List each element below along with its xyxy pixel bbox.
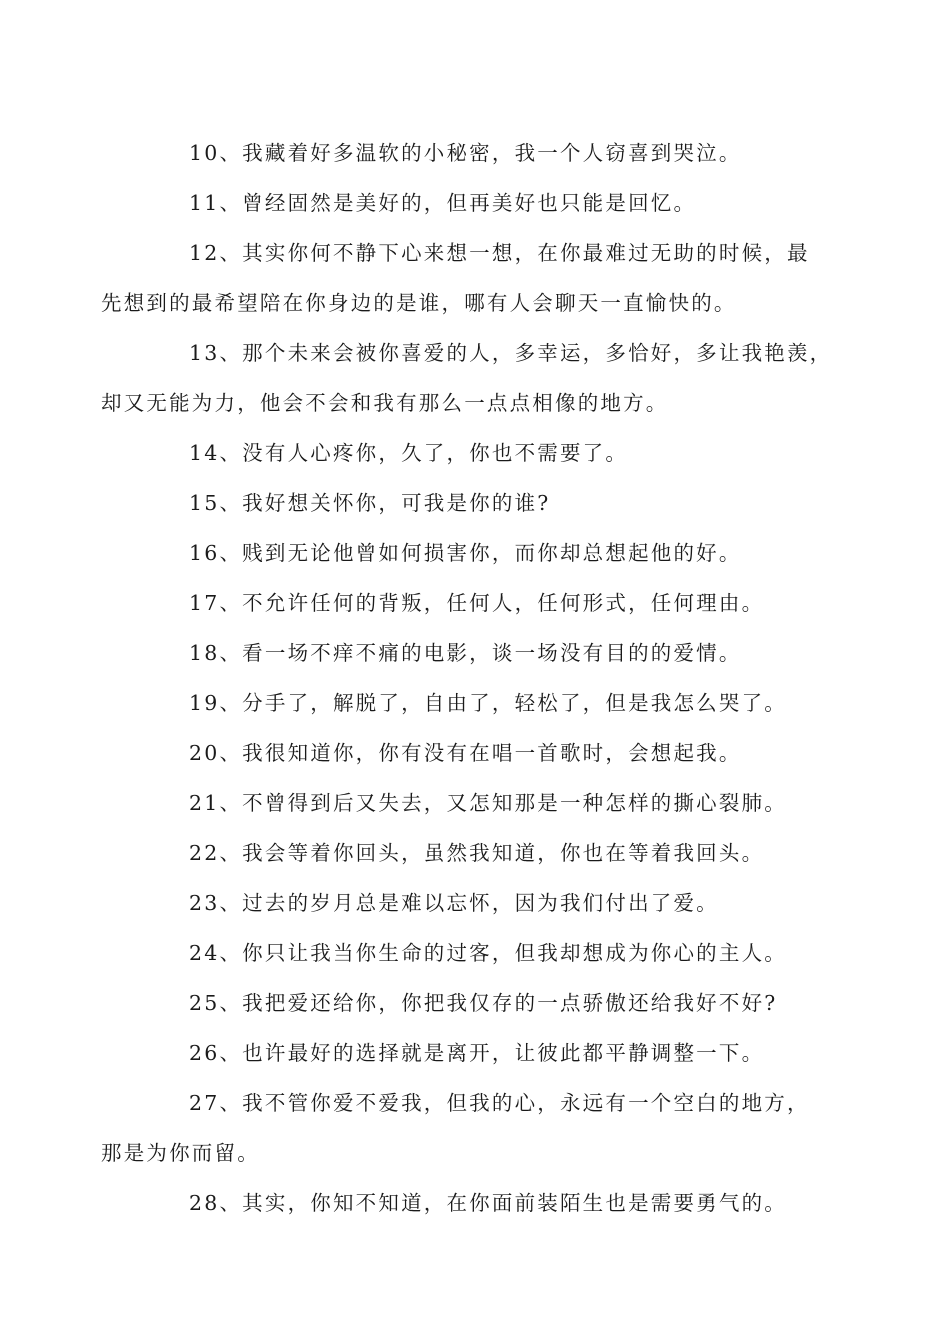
list-item: [145, 178, 845, 228]
list-item: [145, 978, 845, 1028]
list-item: [145, 728, 845, 778]
list-item: [145, 528, 845, 578]
line: 28、其实，你知不知道，在你面前装陌生也是需要勇气的。: [189, 1191, 787, 1215]
line: 20、我很知道你，你有没有在唱一首歌时，会想起我。: [189, 741, 742, 765]
line: 却又无能为力，他会不会和我有那么一点点相像的地方。: [101, 391, 669, 415]
line: 先想到的最希望陪在你身边的是谁，哪有人会聊天一直愉快的。: [101, 291, 737, 315]
list-item: [145, 778, 845, 828]
list-item: [145, 428, 845, 478]
list-item: [145, 128, 845, 178]
list-item: [145, 628, 845, 678]
line: 27、我不管你爱不爱我，但我的心，永远有一个空白的地方，: [189, 1091, 810, 1115]
list-item: [101, 1078, 845, 1178]
line: 13、那个未来会被你喜爱的人，多幸运，多恰好，多让我艳羡，: [189, 341, 833, 365]
line: 15、我好想关怀你，可我是你的谁?: [189, 491, 551, 515]
list-item: [145, 478, 845, 528]
line: 12、其实你何不静下心来想一想，在你最难过无助的时候，最: [189, 241, 810, 265]
line: 26、也许最好的选择就是离开，让彼此都平静调整一下。: [189, 1041, 765, 1065]
line: 10、我藏着好多温软的小秘密，我一个人窃喜到哭泣。: [189, 141, 742, 165]
line: 14、没有人心疼你，久了，你也不需要了。: [189, 441, 629, 465]
list-item: [145, 1178, 845, 1228]
line: 那是为你而留。: [101, 1141, 260, 1165]
line: 21、不曾得到后又失去，又怎知那是一种怎样的撕心裂肺。: [189, 791, 787, 815]
line: 16、贱到无论他曾如何损害你，而你却总想起他的好。: [189, 541, 742, 565]
line: 22、我会等着你回头，虽然我知道，你也在等着我回头。: [189, 841, 765, 865]
document-body: [101, 128, 845, 1228]
line: 18、看一场不痒不痛的电影，谈一场没有目的的爱情。: [189, 641, 742, 665]
list-item: [145, 1028, 845, 1078]
line: 25、我把爱还给你，你把我仅存的一点骄傲还给我好不好?: [189, 991, 778, 1015]
line: 17、不允许任何的背叛，任何人，任何形式，任何理由。: [189, 591, 765, 615]
list-item: [145, 928, 845, 978]
list-item: [145, 678, 845, 728]
list-item: [145, 878, 845, 928]
line: 24、你只让我当你生命的过客，但我却想成为你心的主人。: [189, 941, 787, 965]
line: 23、过去的岁月总是难以忘怀，因为我们付出了爱。: [189, 891, 719, 915]
line: 11、曾经固然是美好的，但再美好也只能是回忆。: [189, 191, 697, 215]
list-item: [145, 828, 845, 878]
list-item: [101, 228, 845, 328]
line: 19、分手了，解脱了，自由了，轻松了，但是我怎么哭了。: [189, 691, 787, 715]
list-item: [145, 578, 845, 628]
list-item: [101, 328, 845, 428]
